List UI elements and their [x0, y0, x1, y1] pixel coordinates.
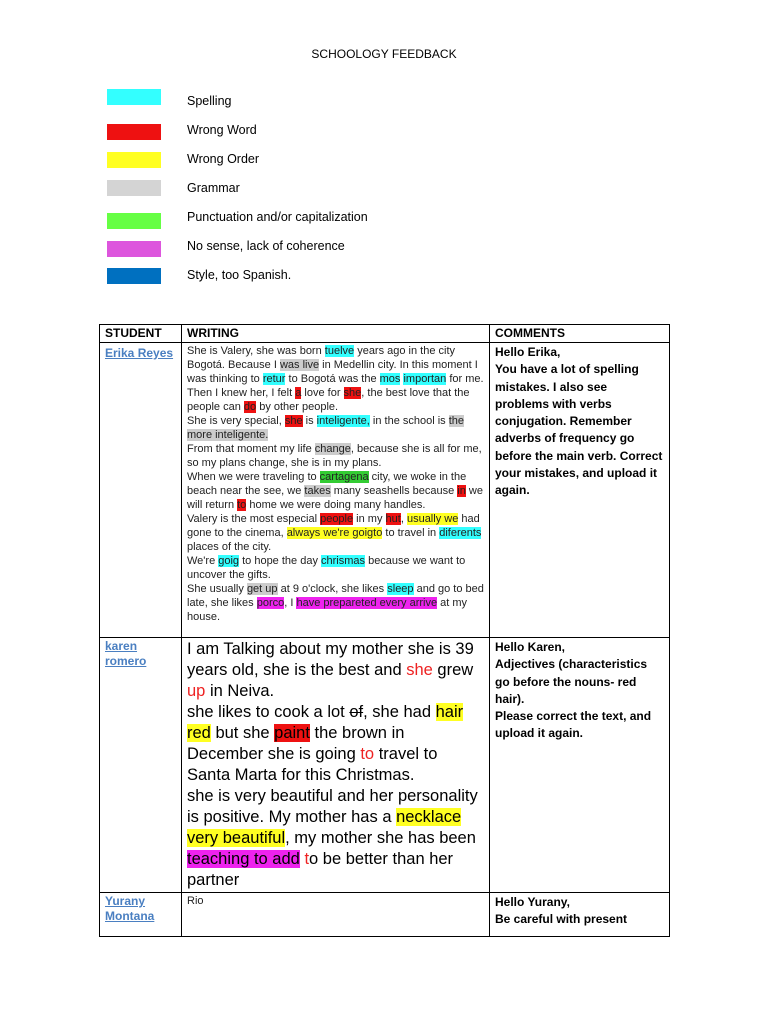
writing-paragraph	[187, 582, 484, 624]
comment-cell	[490, 893, 670, 937]
legend-swatch	[107, 152, 161, 168]
redtext-highlight: she	[406, 661, 433, 679]
comment-cell	[490, 638, 670, 893]
legend-label: Style, too Spanish.	[187, 268, 292, 282]
writing-text: at my house.	[187, 597, 468, 623]
writing-paragraph	[187, 639, 484, 702]
writing-text: in Medellin city. In this moment I was thinking to	[187, 359, 478, 385]
writing-text: From that moment my life	[187, 443, 315, 455]
header-student: STUDENT	[100, 325, 182, 343]
writing-text: at 9 o'clock, she likes	[277, 583, 388, 595]
writing-paragraph	[187, 554, 484, 582]
wrong-highlight: paint	[274, 724, 310, 742]
legend-swatch	[107, 89, 161, 105]
writing-text: grew	[432, 661, 474, 679]
legend-swatch	[107, 268, 161, 284]
writing-text: and go to bed late, she likes	[187, 583, 484, 609]
writing-paragraph	[187, 386, 484, 414]
sense-highlight: have prepareted every arrive	[296, 597, 438, 609]
student-cell	[100, 343, 182, 638]
comment-line: Hello Erika,	[495, 345, 561, 359]
writing-text: love for	[301, 387, 344, 399]
writing-text: She is Valery, she was born	[187, 345, 325, 357]
writing-text: she is very beautiful and her personality is positive. My mother has a	[187, 787, 478, 826]
writing-text: city, we woke in the beach near the see, we	[187, 471, 467, 497]
feedback-table	[99, 324, 670, 937]
writing-text: many seashells because	[330, 485, 458, 497]
writing-text: in the school is	[369, 415, 449, 427]
writing-text: , the best love that the people can	[187, 387, 470, 413]
writing-paragraph	[187, 414, 484, 442]
wrong-highlight: people	[320, 513, 354, 525]
writing-paragraph	[187, 894, 484, 908]
legend-label: Grammar	[187, 181, 240, 195]
legend-label: Wrong Order	[187, 152, 260, 166]
writing-text: home we were doing many handles.	[246, 499, 426, 511]
writing-text: had gone to the cinema,	[187, 513, 480, 539]
writing-text: by other people.	[256, 401, 339, 413]
spelling-highlight: mos	[379, 373, 401, 385]
writing-text: , because she is all for me, so my plans change, she is in my plans.	[187, 443, 482, 469]
grammar-highlight: the more inteligente.	[187, 415, 465, 441]
writing-text: in Neiva.	[205, 682, 275, 700]
spelling-highlight: diferents	[439, 527, 482, 539]
order-highlight: always we're goigto	[286, 527, 383, 539]
legend-label: No sense, lack of coherence	[187, 239, 345, 253]
writing-text: places of the city.	[187, 541, 272, 553]
legend-swatch	[107, 124, 161, 140]
comment-line: Adjectives (characteristics go before the nouns- red hair).	[495, 657, 648, 706]
comment-line: Please correct the text, and upload it again.	[495, 709, 652, 741]
comment-cell	[490, 343, 670, 638]
order-highlight: hair red	[187, 703, 464, 742]
writing-text: When we were traveling to	[187, 471, 320, 483]
header-writing: WRITING	[182, 325, 490, 343]
writing-text: to travel in	[382, 527, 440, 539]
writing-text: for me.	[446, 373, 484, 385]
grammar-highlight: change	[314, 443, 351, 455]
writing-text: , I	[284, 597, 297, 609]
spelling-highlight: goig	[218, 555, 240, 567]
writing-text: is	[302, 415, 317, 427]
writing-text: ,	[400, 513, 407, 525]
writing-text: She is very special,	[187, 415, 285, 427]
spelling-highlight: chrismas	[321, 555, 366, 567]
writing-text: years ago in the city Bogotá. Because I	[187, 345, 456, 371]
wrong-highlight: she	[343, 387, 362, 399]
legend-label: Wrong Word	[187, 123, 257, 137]
redtext-highlight: to	[360, 745, 375, 763]
student-link[interactable]: karen romero	[105, 639, 147, 668]
writing-text: I am Talking about my mother she is 39 years old, she is the best and	[187, 640, 474, 679]
table-row	[100, 638, 670, 893]
wrong-highlight: do	[243, 401, 257, 413]
order-highlight: usually we	[406, 513, 459, 525]
spelling-highlight: tuelve	[324, 345, 355, 357]
writing-cell	[182, 343, 490, 638]
writing-text: in my	[353, 513, 386, 525]
student-cell	[100, 893, 182, 937]
writing-text: because we want to uncover the gifts.	[187, 555, 466, 581]
grammar-highlight: was live	[279, 359, 320, 371]
punct-highlight: cartagena	[319, 471, 369, 483]
table-row	[100, 893, 670, 937]
writing-paragraph	[187, 786, 484, 891]
writing-text: , she had	[363, 703, 436, 721]
writing-text: We're	[187, 555, 219, 567]
header-comments: COMMENTS	[490, 325, 670, 343]
comment-line: Hello Yurany,	[495, 895, 570, 909]
legend-swatch	[107, 213, 161, 229]
wrong-highlight: to	[237, 499, 247, 511]
wrong-highlight: a	[295, 387, 302, 399]
wrong-highlight: she	[284, 415, 303, 427]
writing-cell	[182, 893, 490, 937]
writing-text: , my mother she has been	[285, 829, 476, 847]
writing-text: travel to Santa Marta for this Christmas.	[187, 745, 438, 784]
writing-text: to hope the day	[239, 555, 321, 567]
legend-swatch	[107, 180, 161, 196]
writing-paragraph	[187, 442, 484, 470]
writing-cell	[182, 638, 490, 893]
writing-text: Valery is the most especial	[187, 513, 321, 525]
wrong-highlight: hut	[385, 513, 401, 525]
sense-highlight: porco	[256, 597, 285, 609]
writing-text: but she	[210, 724, 275, 742]
writing-text: o be better than her partner	[187, 850, 454, 889]
comment-line: Be careful with present	[495, 912, 628, 927]
writing-text: we will return	[187, 485, 483, 511]
legend-label: Punctuation and/or capitalization	[187, 210, 368, 224]
strike-highlight: of	[349, 703, 364, 721]
student-cell	[100, 638, 182, 893]
legend-swatch	[107, 241, 161, 257]
writing-text: Then I knew her, I felt	[187, 387, 296, 399]
order-highlight: necklace very beautiful	[187, 808, 462, 847]
wrong-highlight: in	[457, 485, 466, 497]
legend-label: Spelling	[187, 94, 232, 108]
comment-line: You have a lot of spelling mistakes. I also see problems with verbs conjugation. Remember adverbs of frequency go before the main verb. Correct your mistakes, and upload it again.	[495, 362, 663, 498]
table-row	[100, 343, 670, 638]
writing-text: Rio	[187, 895, 204, 907]
spelling-highlight: importan	[403, 373, 447, 385]
sense-highlight: teaching to add	[187, 850, 300, 868]
writing-paragraph	[187, 470, 484, 512]
writing-paragraph	[187, 702, 484, 786]
writing-paragraph	[187, 344, 484, 386]
spelling-highlight: retur	[262, 373, 286, 385]
writing-text: the brown in December she is going	[187, 724, 405, 763]
writing-text: she likes to cook a lot	[187, 703, 350, 721]
spelling-highlight: sleep	[387, 583, 414, 595]
student-link[interactable]: Yurany Montana	[105, 894, 155, 923]
page-title: SCHOOLOGY FEEDBACK	[311, 47, 457, 61]
grammar-highlight: takes	[304, 485, 331, 497]
redtext-highlight: t	[304, 850, 310, 868]
spelling-highlight: inteligente,	[316, 415, 370, 427]
redtext-highlight: up	[187, 682, 206, 700]
writing-paragraph	[187, 512, 484, 554]
comment-line: Hello Karen,	[495, 640, 566, 654]
writing-text: to Bogotá was the	[285, 373, 380, 385]
writing-text: She usually	[187, 583, 247, 595]
student-link[interactable]: Erika Reyes	[105, 346, 174, 360]
table-header-row	[100, 325, 670, 343]
grammar-highlight: get up	[246, 583, 278, 595]
